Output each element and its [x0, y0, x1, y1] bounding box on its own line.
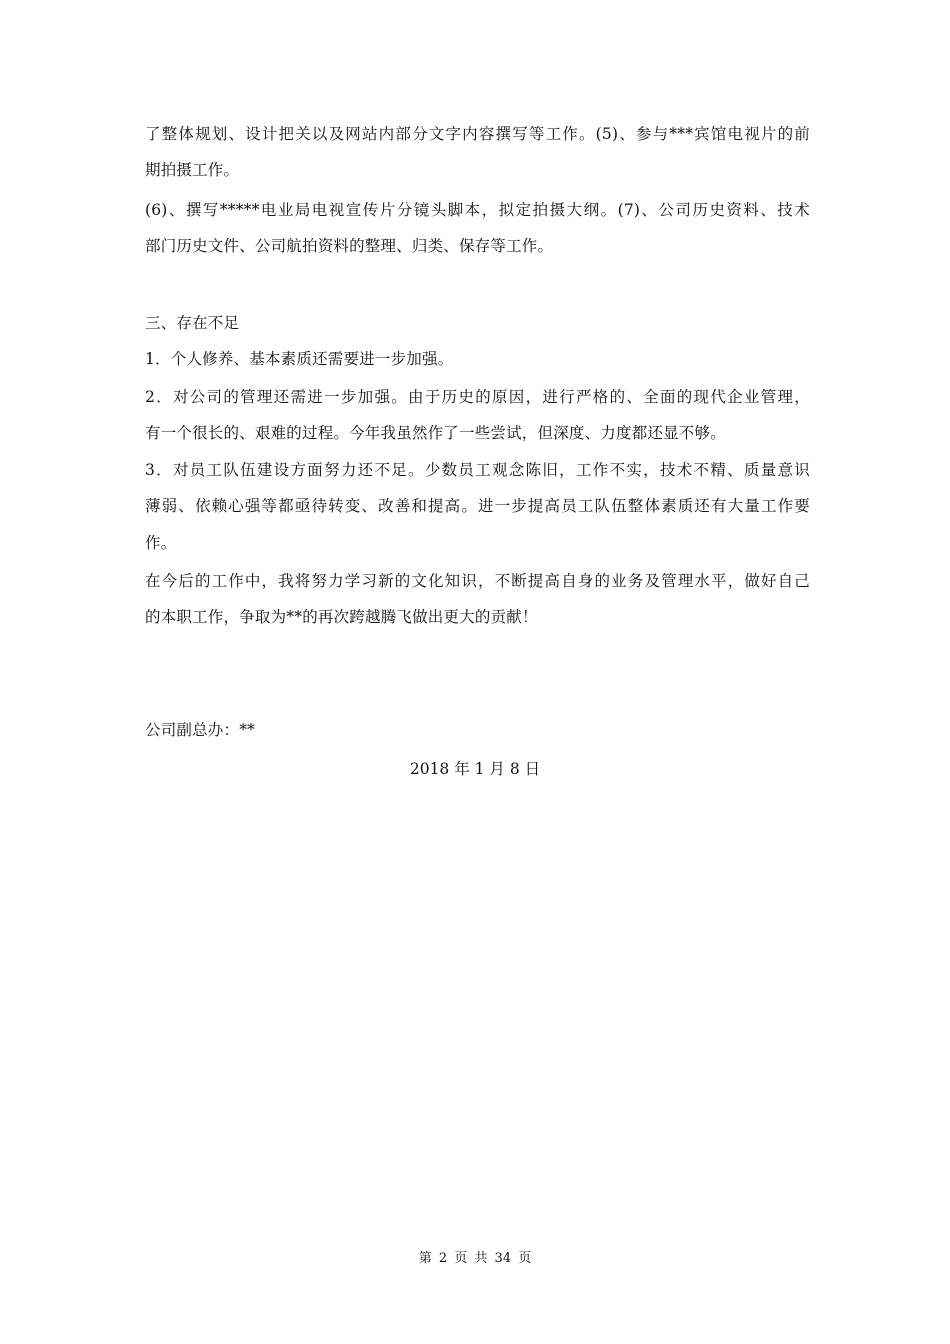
- paragraph-line: 部门历史文件、公司航拍资料的整理、归类、保存等工作。: [145, 237, 554, 255]
- signature: 公司副总办：**: [145, 721, 256, 739]
- paragraph-line: 了整体规划、设计把关以及网站内部分文字内容撰写等工作。(5)、参与***宾馆电视片的前: [145, 125, 810, 143]
- closing-paragraph: 的本职工作，争取为**的再次跨越腾飞做出更大的贡献！: [145, 608, 538, 626]
- paragraph-line: (6)、撰写*****电业局电视宣传片分镜头脚本，拟定拍摄大纲。(7)、公司历史资料、技术: [145, 201, 810, 219]
- closing-paragraph: 在今后的工作中，我将努力学习新的文化知识，不断提高自身的业务及管理水平，做好自己: [145, 572, 810, 590]
- list-item-continuation: 有一个很长的、艰难的过程。今年我虽然作了一些尝试，但深度、力度都还显不够。: [145, 424, 726, 442]
- section-heading: 三、存在不足: [145, 314, 240, 332]
- list-item-continuation: 薄弱、依赖心强等都亟待转变、改善和提高。进一步提高员工队伍整体素质还有大量工作要: [145, 497, 810, 515]
- list-item-continuation: 作。: [145, 534, 177, 552]
- list-item: 1．个人修养、基本素质还需要进一步加强。: [145, 350, 454, 368]
- list-item: 2．对公司的管理还需进一步加强。由于历史的原因，进行严格的、全面的现代企业管理，: [145, 388, 810, 406]
- document-date: 2018 年 1 月 8 日: [409, 760, 541, 778]
- paragraph-line: 期拍摄工作。: [145, 161, 240, 179]
- page-footer: 第 2 页 共 34 页: [418, 1251, 532, 1266]
- list-item: 3．对员工队伍建设方面努力还不足。少数员工观念陈旧，工作不实，技术不精、质量意识: [145, 461, 810, 479]
